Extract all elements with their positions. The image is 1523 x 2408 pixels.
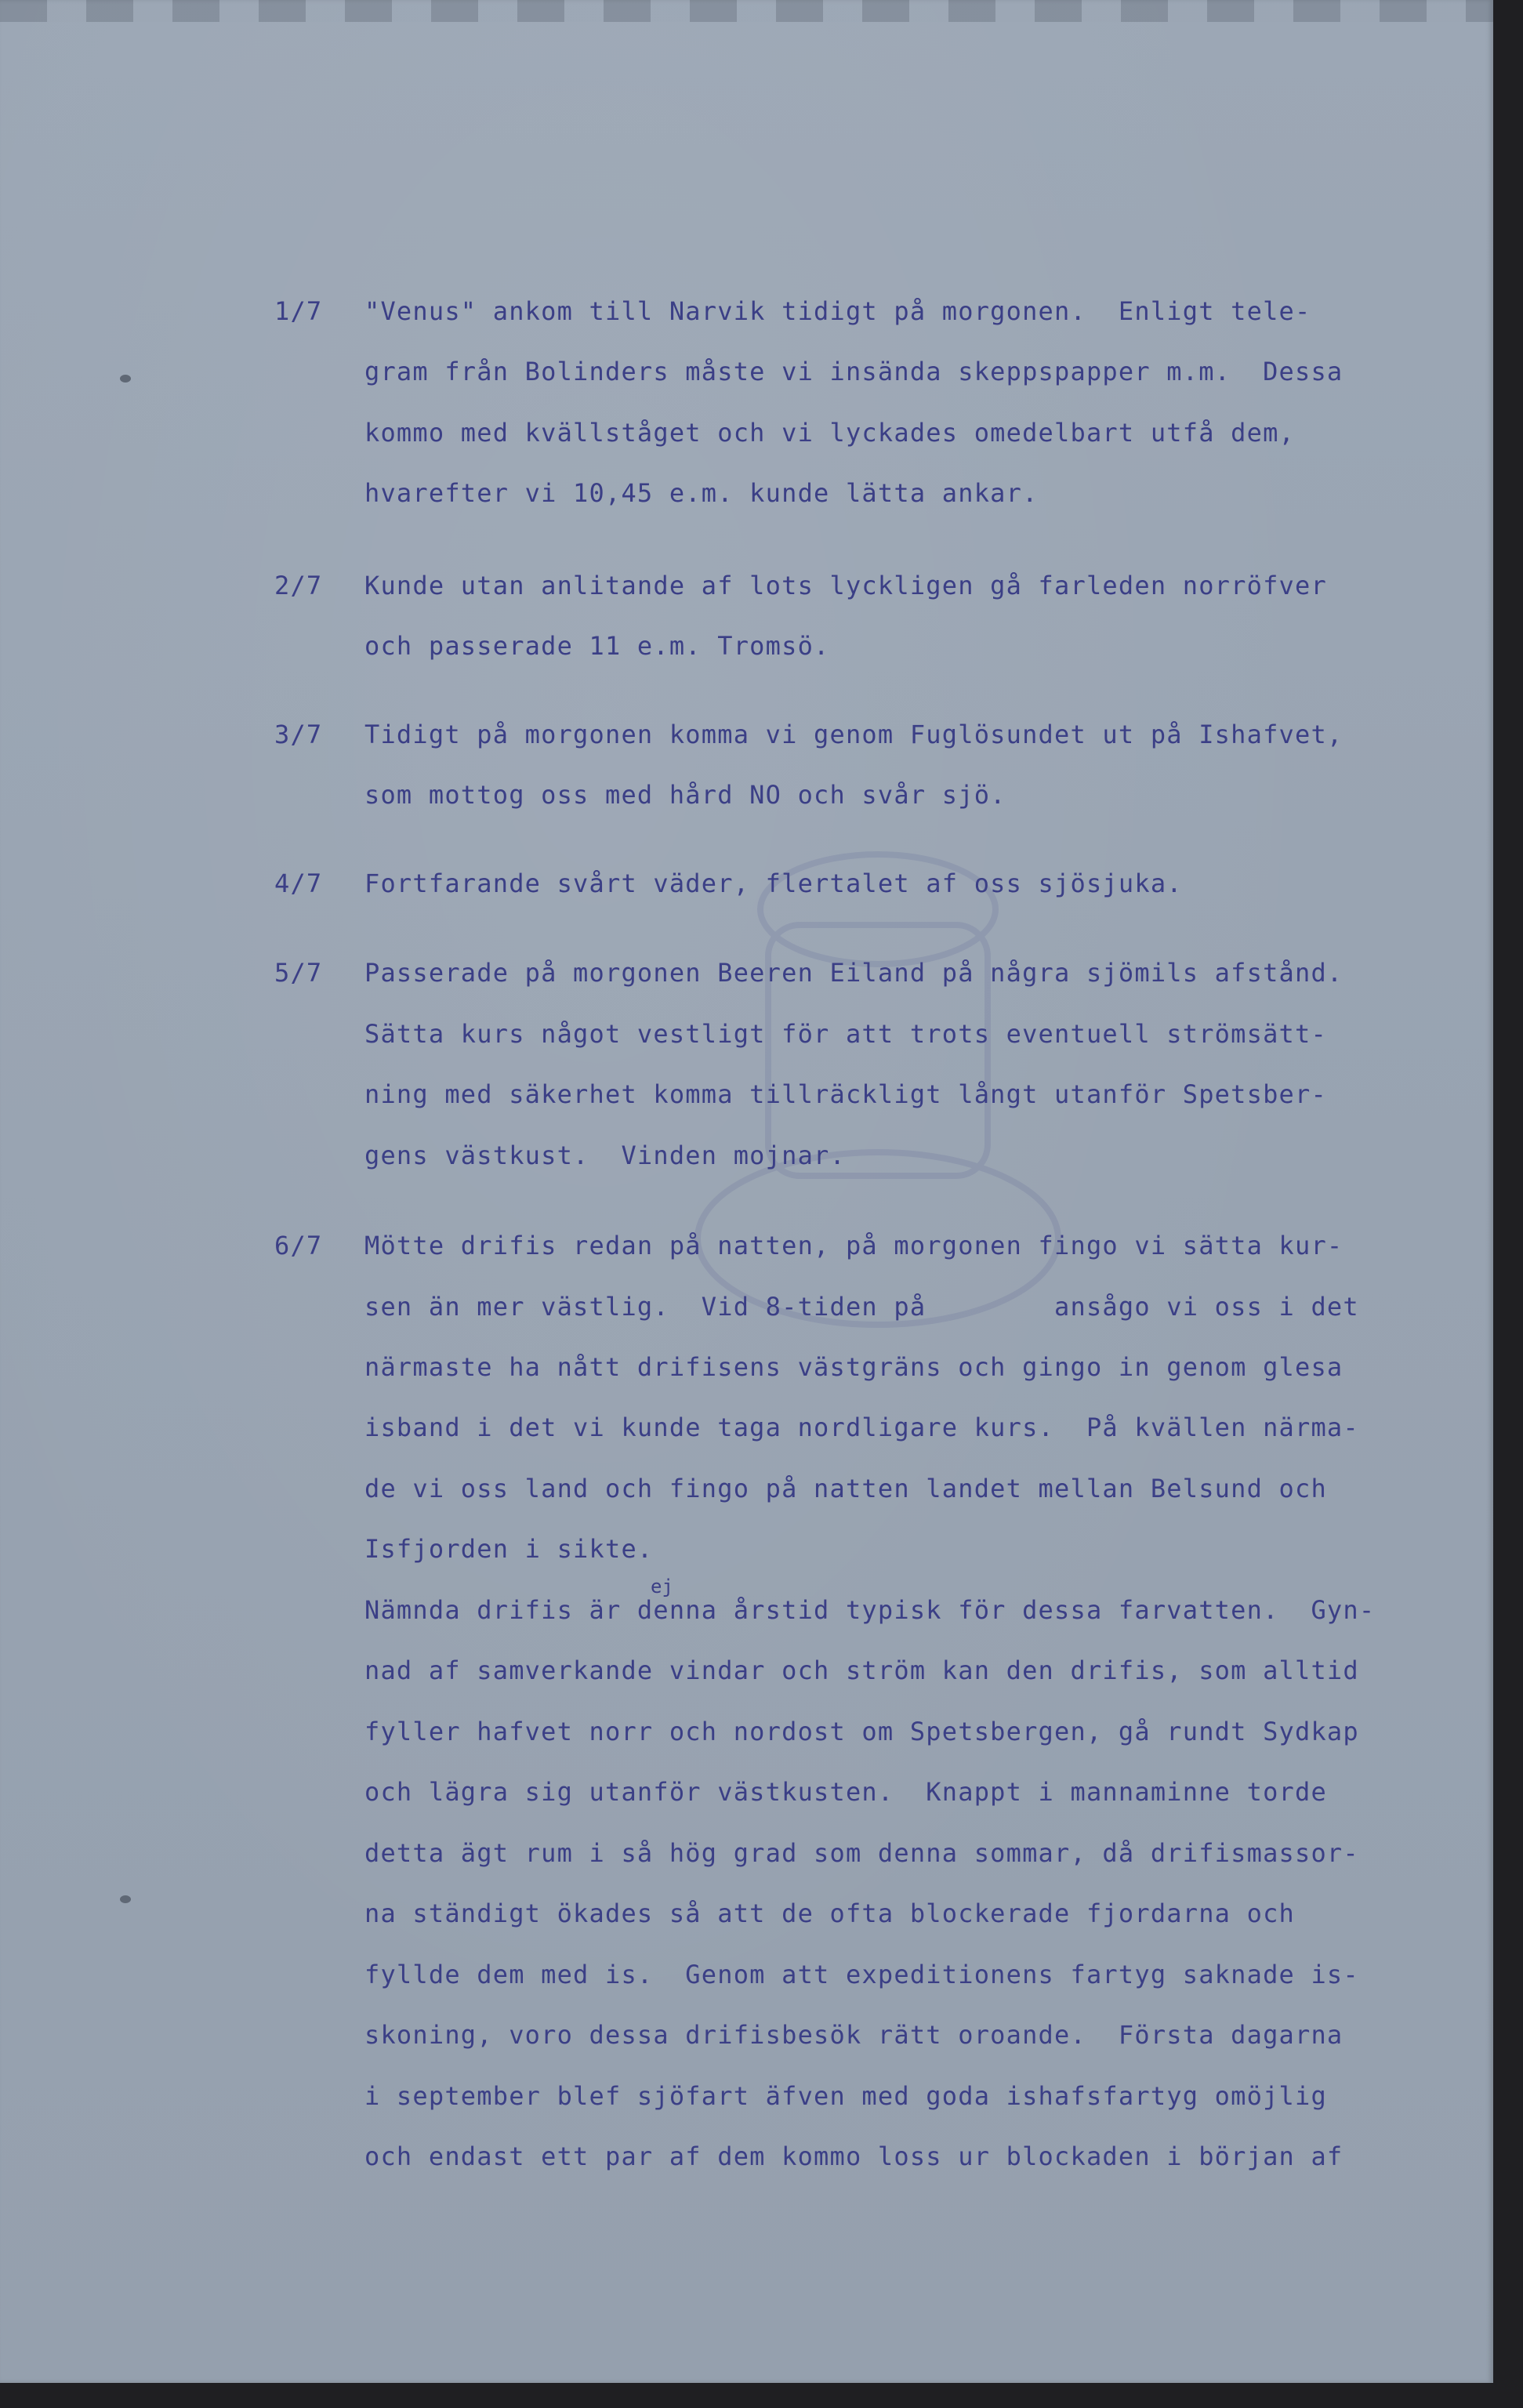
scan-border-bottom (0, 2383, 1523, 2408)
entry-line: gens västkust. Vinden mojnar. (364, 1141, 846, 1170)
entry-date: 5/7 (274, 958, 323, 988)
entry-line: i september blef sjöfart äfven med goda ishafsfartyg omöjlig (364, 2081, 1327, 2111)
entry-line: nad af samverkande vindar och ström kan den drifis, som alltid (364, 1656, 1359, 1685)
entry-line: isband i det vi kunde taga nordligare kurs. På kvällen närma- (364, 1413, 1359, 1442)
entry-line: sen än mer västlig. Vid 8-tiden på ansågo vi oss i det (364, 1292, 1359, 1322)
entry-line: och lägra sig utanför västkusten. Knappt i mannaminne torde (364, 1777, 1327, 1807)
entry-date: 6/7 (274, 1231, 323, 1260)
entry-line: Kunde utan anlitande af lots lyckligen gå farleden norröfver (364, 571, 1327, 600)
scan-border-right (1493, 0, 1523, 2408)
entry-line: Passerade på morgonen Beeren Eiland på några sjömils afstånd. (364, 958, 1344, 988)
entry-line: skoning, voro dessa drifisbesök rätt oroande. Första dagarna (364, 2020, 1344, 2050)
entry-line: gram från Bolinders måste vi insända skeppspapper m.m. Dessa (364, 357, 1344, 386)
entry-line: fyller hafvet norr och nordost om Spetsbergen, gå rundt Sydkap (364, 1717, 1359, 1746)
entry-line: Fortfarande svårt väder, flertalet af oss sjösjuka. (364, 869, 1183, 898)
entry-line: kommo med kvällståget och vi lyckades omedelbart utfå dem, (364, 418, 1296, 448)
entry-line: Sätta kurs något vestligt för att trots eventuell strömsätt- (364, 1019, 1327, 1049)
entry-line: fyllde dem med is. Genom att expeditionens fartyg saknade is- (364, 1960, 1359, 1989)
insertion-mark: ej (651, 1576, 673, 1597)
entry-line: Tidigt på morgonen komma vi genom Fuglösundet ut på Ishafvet, (364, 720, 1344, 749)
entry-date: 1/7 (274, 296, 323, 326)
entry-line: och endast ett par af dem kommo loss ur blockaden i början af (364, 2141, 1344, 2171)
entry-line: och passerade 11 e.m. Tromsö. (364, 631, 830, 661)
entry-line: de vi oss land och fingo på natten landet mellan Belsund och (364, 1474, 1327, 1503)
entry-date: 3/7 (274, 720, 323, 749)
entry-line: som mottog oss med hård NO och svår sjö. (364, 780, 1006, 810)
entry-line: hvarefter vi 10,45 e.m. kunde lätta ankar. (364, 478, 1039, 508)
entry-line: Isfjorden i sikte. (364, 1534, 654, 1564)
entry-line: detta ägt rum i så hög grad som denna sommar, då drifismassor- (364, 1838, 1359, 1868)
entry-date: 4/7 (274, 869, 323, 898)
entry-line: na ständigt ökades så att de ofta blockerade fjordarna och (364, 1898, 1296, 1928)
entry-line: Mötte drifis redan på natten, på morgonen fingo vi sätta kur- (364, 1231, 1344, 1260)
entry-date: 2/7 (274, 571, 323, 600)
entry-line: Nämnda drifis är denna årstid typisk för dessa farvatten. Gyn- (364, 1595, 1376, 1625)
entry-line: "Venus" ankom till Narvik tidigt på morgonen. Enligt tele- (364, 296, 1311, 326)
entry-line: ning med säkerhet komma tillräckligt långt utanför Spetsber- (364, 1079, 1327, 1109)
entry-line: närmaste ha nått drifisens västgräns och gingo in genom glesa (364, 1352, 1344, 1382)
